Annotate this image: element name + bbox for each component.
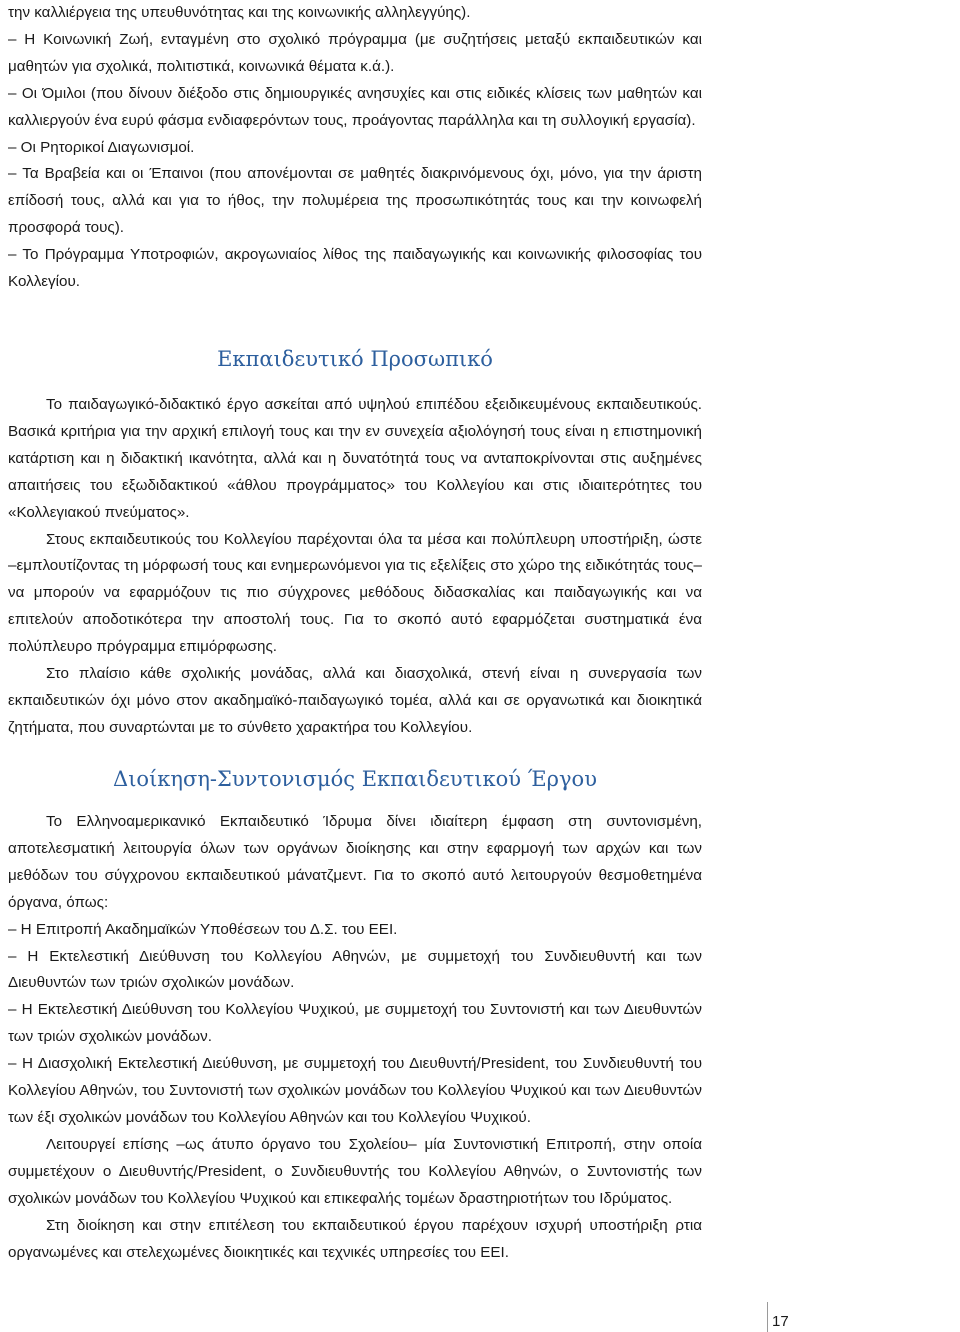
list-item: – Το Πρόγραμμα Υποτροφιών, ακρογωνιαίος λίθος της παιδαγωγικής και κοινωνικής φιλοσοφίας του Κολλεγίου. bbox=[8, 246, 702, 291]
list-item: – Οι Όμιλοι (που δίνουν διέξοδο στις δημιουργικές ανησυχίες και στις ειδικές κλίσεις των μαθητών και καλλιεργούν ένα ευρύ φάσμα ενδιαφερόντων τους, προάγοντας παράλληλα και τη συλλογική εργασία). bbox=[8, 84, 702, 129]
paragraph: Λειτουργεί επίσης –ως άτυπο όργανο του Σχολείου– μία Συντονιστική Επιτροπή, στην οποία συμμετέχουν ο Διευθυντής/President, ο Συνδιευθυντής του Κολλεγίου Αθηνών, ο Συντονιστής των σχολικών μονάδων του Κολλεγίου Ψυχικού και επικεφαλής τομέων δραστηριοτήτων του Ιδρύματος. bbox=[8, 1135, 702, 1207]
paragraph: Στους εκπαιδευτικούς του Κολλεγίου παρέχονται όλα τα μέσα και πολύπλευρη υποστήριξη, ώστε –εμπλουτίζοντας τη μόρφωσή τους και ενημερωνόμενοι για τις εξελίξεις στο χώρο της ειδικότητάς τους– να μπορούν να εφαρμόζουν τις πιο σύγχρονες μεθόδους διδασκαλίας και παιδαγωγικής και να επιτελούν αποδοτικότερα την αποστολή τους. Για το σκοπό αυτό εφαρμόζεται συστηματικά ένα πολύπλευρο πρόγραμμα επιμόρφωσης. bbox=[8, 530, 702, 656]
list-item: – Η Επιτροπή Ακαδημαϊκών Υποθέσεων του Δ.Σ. του ΕΕΙ. bbox=[8, 920, 398, 938]
page-number-rule bbox=[767, 1302, 768, 1332]
list-item: – Τα Βραβεία και οι Έπαινοι (που απονέμονται σε μαθητές διακρινόμενους όχι, μόνο, για την άριστη επίδοσή τους, αλλά και για το ήθος, την πολυμέρεια της προσωπικότητάς τους και την κοινωφελή προσφορά τους). bbox=[8, 165, 702, 237]
list-item: – Η Διασχολική Εκτελεστική Διεύθυνση, με συμμετοχή του Διευθυντή/President, του Συνδιευθυντή του Κολλεγίου Αθηνών, του Συντονιστή των σχολικών μονάδων του Κολλεγίου Ψυχικού και των Διευθυντών των έξι σχολικών μονάδων του Κολλεγίου Αθηνών και του Κολλεγίου Ψυχικού. bbox=[8, 1055, 702, 1126]
administration-section-body bbox=[8, 809, 702, 1266]
paragraph: Το Ελληνοαμερικανικό Εκπαιδευτικό Ίδρυμα δίνει ιδιαίτερη έμφαση στη συντονισμένη, αποτελεσματική λειτουργία όλων των οργάνων διοίκησης και στην εφαρμογή των αρχών και των μεθόδων του σύγχρονου εκπαιδευτικού μάνατζμεντ. Για το σκοπό αυτό λειτουργούν θεσμοθετημένα όργανα, όπως: bbox=[8, 813, 702, 911]
list-item: – Η Εκτελεστική Διεύθυνση του Κολλεγίου Αθηνών, με συμμετοχή του Συνδιευθυντή και των Διευθυντών των τριών σχολικών μονάδων. bbox=[8, 947, 702, 992]
paragraph: Στη διοίκηση και στην επιτέλεση του εκπαιδευτικού έργου παρέχουν ισχυρή υποστήριξη ρτια οργανωμένες και στελεχωμένες διοικητικές και τεχνικές υπηρεσίες του ΕΕΙ. bbox=[8, 1216, 702, 1261]
list-item: – Οι Ρητορικοί Διαγωνισμοί. bbox=[8, 138, 195, 156]
list-item: – Η Εκτελεστική Διεύθυνση του Κολλεγίου Ψυχικού, με συμμετοχή του Συντονιστή και των Διευθυντών των τριών σχολικών μονάδων. bbox=[8, 1001, 702, 1046]
page-number: 17 bbox=[772, 1313, 789, 1330]
section-heading-administration: Διοίκηση-Συντονισμός Εκπαιδευτικού Έργου bbox=[113, 767, 597, 791]
activities-list bbox=[8, 0, 702, 296]
list-item: – Η Κοινωνική Ζωή, ενταγμένη στο σχολικό πρόγραμμα (με συζητήσεις μεταξύ εκπαιδευτικών και μαθητών για σχολικά, πολιτιστικά, κοινωνικά θέματα κ.ά.). bbox=[8, 30, 702, 75]
section-heading-staff: Εκπαιδευτικό Προσωπικό bbox=[217, 347, 493, 371]
staff-section-body bbox=[8, 392, 702, 742]
paragraph: την καλλιέργεια της υπευθυνότητας και της κοινωνικής αλληλεγγύης). bbox=[8, 4, 471, 21]
paragraph: Στο πλαίσιο κάθε σχολικής μονάδας, αλλά και διασχολικά, στενή είναι η συνεργασία των εκπαιδευτικών όχι μόνο στον ακαδημαϊκό-παιδαγωγικό τομέα, αλλά και σε οργανωτικά και διοικητικά ζητήματα, που συναρτώνται με το σύνθετο χαρακτήρα του Κολλεγίου. bbox=[8, 665, 702, 736]
paragraph: Το παιδαγωγικό-διδακτικό έργο ασκείται από υψηλού επιπέδου εξειδικευμένους εκπαιδευτικούς. Βασικά κριτήρια για την αρχική επιλογή τους και την εν συνεχεία αξιολόγησή τους είναι η επιστημονική κατάρτιση και η διδακτική ικανότητα, αλλά και η δυνατότητά τους να ανταποκρίνονται στις αυξημένες απαιτήσεις του εξωδιδακτικού «άθλου προγράμματος» του Κολλεγίου και στις ιδιαιτερότητες του «Κολλεγιακού πνεύματος». bbox=[8, 396, 702, 521]
